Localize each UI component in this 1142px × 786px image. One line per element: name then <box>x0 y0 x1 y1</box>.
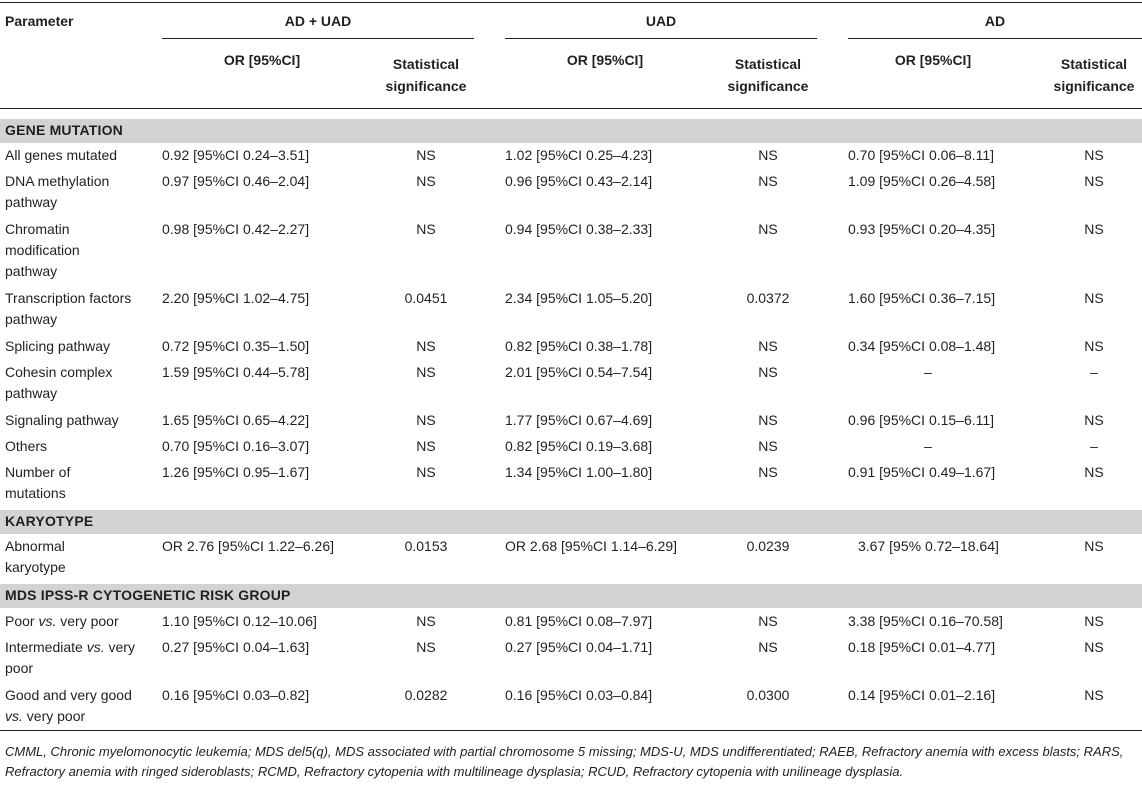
row-parameter: Chromatin modification pathway <box>5 221 80 279</box>
or-ad: 0.14 [95%CI 0.01–2.16] <box>848 687 996 703</box>
or-ad: 0.70 [95%CI 0.06–8.11] <box>848 147 995 163</box>
sig-uad: NS <box>758 338 778 354</box>
or-header-ad: OR [95%CI] <box>894 52 972 68</box>
sig-ad: NS <box>1084 538 1104 554</box>
sig-ad: NS <box>1084 412 1104 428</box>
row-parameter <box>5 611 145 632</box>
sig-header-ad <box>1046 53 1142 97</box>
section-ipss-r-risk-group <box>0 584 1142 608</box>
sig-ad-uad: 0.0153 <box>404 538 448 554</box>
sig-ad-uad: NS <box>416 364 436 380</box>
header-top-rule <box>0 2 1142 3</box>
param-vs: vs. <box>86 639 105 655</box>
or-ad: 0.93 [95%CI 0.20–4.35] <box>848 221 996 237</box>
sig-ad: NS <box>1084 147 1104 163</box>
sig-uad: 0.0372 <box>746 290 790 306</box>
sig-uad: 0.0300 <box>746 687 790 703</box>
sig-uad: 0.0239 <box>746 538 790 554</box>
or-ad-uad: 1.65 [95%CI 0.65–4.22] <box>162 412 310 428</box>
sig-ad-uad: 0.0451 <box>404 290 448 306</box>
sig-ad: NS <box>1084 639 1104 655</box>
or-uad: 0.82 [95%CI 0.19–3.68] <box>505 438 653 454</box>
param-text: Intermediate <box>5 639 87 655</box>
section-karyotype <box>0 510 1142 534</box>
or-ad: 3.67 [95% 0.72–18.64] <box>858 538 999 554</box>
or-ad: 0.91 [95%CI 0.49–1.67] <box>848 464 996 480</box>
or-ad-uad: 0.70 [95%CI 0.16–3.07] <box>162 438 310 454</box>
sig-uad: NS <box>758 221 778 237</box>
or-ad: 1.09 [95%CI 0.26–4.58] <box>848 173 996 189</box>
sig-header-line1: Statistical <box>392 56 460 72</box>
row-parameter: Cohesin complex pathway <box>5 364 113 401</box>
row-parameter: All genes mutated <box>5 147 118 163</box>
row-parameter: Others <box>5 438 48 454</box>
sig-uad: NS <box>758 438 778 454</box>
or-ad: 1.60 [95%CI 0.36–7.15] <box>848 290 996 306</box>
or-uad: 0.96 [95%CI 0.43–2.14] <box>505 173 653 189</box>
or-ad-uad: 1.10 [95%CI 0.12–10.06] <box>162 613 317 629</box>
table-bottom-rule <box>0 730 1142 731</box>
row-parameter: Signaling pathway <box>5 412 119 428</box>
or-uad: 0.94 [95%CI 0.38–2.33] <box>505 221 653 237</box>
or-ad-uad: 0.92 [95%CI 0.24–3.51] <box>162 147 310 163</box>
sig-ad: NS <box>1084 221 1104 237</box>
or-ad: – <box>924 438 932 454</box>
param-text: very poor <box>22 708 86 724</box>
sig-ad-uad: NS <box>416 639 436 655</box>
param-text: very poor <box>56 613 119 629</box>
row-parameter: Splicing pathway <box>5 338 111 354</box>
or-ad-uad: OR 2.76 [95%CI 1.22–6.26] <box>162 538 334 554</box>
parameter-header: Parameter <box>5 13 74 29</box>
row-parameter <box>5 637 135 679</box>
sig-header-ad-uad <box>378 53 474 97</box>
sig-ad-uad: NS <box>416 464 436 480</box>
sig-header-line2: significance <box>1053 78 1135 94</box>
param-vs: vs. <box>5 708 23 724</box>
or-uad: 2.34 [95%CI 1.05–5.20] <box>505 290 653 306</box>
section-title: GENE MUTATION <box>5 122 123 138</box>
sig-ad: – <box>1090 364 1098 380</box>
or-header-ad-uad: OR [95%CI] <box>223 52 301 68</box>
section-gene-mutation <box>0 119 1142 143</box>
sig-uad: NS <box>758 364 778 380</box>
group-rule-ad <box>848 38 1142 39</box>
or-ad-uad: 0.27 [95%CI 0.04–1.63] <box>162 639 310 655</box>
sig-ad: NS <box>1084 338 1104 354</box>
or-ad-uad: 1.59 [95%CI 0.44–5.78] <box>162 364 310 380</box>
sig-ad: NS <box>1084 613 1104 629</box>
or-ad-uad: 0.97 [95%CI 0.46–2.04] <box>162 173 310 189</box>
or-ad: 3.38 [95%CI 0.16–70.58] <box>848 613 1003 629</box>
section-title: MDS IPSS-R CYTOGENETIC RISK GROUP <box>5 587 291 603</box>
sig-header-line1: Statistical <box>1060 56 1128 72</box>
sig-ad: – <box>1090 438 1098 454</box>
or-ad-uad: 2.20 [95%CI 1.02–4.75] <box>162 290 310 306</box>
group-header-uad: UAD <box>645 13 677 29</box>
table-header <box>0 0 1142 108</box>
or-header-uad: OR [95%CI] <box>566 52 644 68</box>
sig-ad-uad: NS <box>416 412 436 428</box>
param-vs: vs. <box>38 613 57 629</box>
or-uad: 0.81 [95%CI 0.08–7.97] <box>505 613 653 629</box>
sig-ad-uad: NS <box>416 147 436 163</box>
sig-ad-uad: NS <box>416 338 436 354</box>
or-uad: 1.02 [95%CI 0.25–4.23] <box>505 147 653 163</box>
or-ad-uad: 1.26 [95%CI 0.95–1.67] <box>162 464 310 480</box>
or-ad: 0.34 [95%CI 0.08–1.48] <box>848 338 996 354</box>
sig-ad: NS <box>1084 173 1104 189</box>
or-uad: OR 2.68 [95%CI 1.14–6.29] <box>505 538 677 554</box>
sig-header-line2: significance <box>727 78 809 94</box>
row-parameter: DNA methylation pathway <box>5 173 110 210</box>
row-parameter: Transcription factors pathway <box>5 290 132 327</box>
or-ad-uad: 0.16 [95%CI 0.03–0.82] <box>162 687 310 703</box>
sig-ad: NS <box>1084 464 1104 480</box>
group-rule-uad <box>505 38 817 39</box>
sig-header-line2: significance <box>385 78 467 94</box>
sig-ad-uad: NS <box>416 221 436 237</box>
group-header-ad: AD <box>984 13 1006 29</box>
or-ad-uad: 0.72 [95%CI 0.35–1.50] <box>162 338 310 354</box>
or-uad: 0.16 [95%CI 0.03–0.84] <box>505 687 653 703</box>
sig-header-uad <box>720 53 816 97</box>
sig-uad: NS <box>758 639 778 655</box>
or-uad: 2.01 [95%CI 0.54–7.54] <box>505 364 653 380</box>
sig-uad: NS <box>758 613 778 629</box>
section-title: KARYOTYPE <box>5 513 94 529</box>
header-bottom-rule <box>0 108 1142 109</box>
or-uad: 0.82 [95%CI 0.38–1.78] <box>505 338 653 354</box>
sig-ad-uad: NS <box>416 613 436 629</box>
or-ad-uad: 0.98 [95%CI 0.42–2.27] <box>162 221 310 237</box>
row-parameter: Number of mutations <box>5 464 71 501</box>
sig-ad-uad: NS <box>416 438 436 454</box>
or-uad: 0.27 [95%CI 0.04–1.71] <box>505 639 653 655</box>
group-header-ad-uad: AD + UAD <box>284 13 352 29</box>
or-ad: 0.18 [95%CI 0.01–4.77] <box>848 639 996 655</box>
param-text: Poor <box>5 613 39 629</box>
sig-ad: NS <box>1084 290 1104 306</box>
sig-uad: NS <box>758 464 778 480</box>
row-parameter <box>5 685 145 727</box>
sig-uad: NS <box>758 173 778 189</box>
or-ad: – <box>924 364 932 380</box>
or-uad: 1.34 [95%CI 1.00–1.80] <box>505 464 653 480</box>
param-text: very poor <box>5 639 135 676</box>
param-text: Good and very good <box>5 687 132 703</box>
sig-header-line1: Statistical <box>734 56 802 72</box>
or-uad: 1.77 [95%CI 0.67–4.69] <box>505 412 653 428</box>
sig-uad: NS <box>758 412 778 428</box>
sig-ad: NS <box>1084 687 1104 703</box>
row-parameter: Abnormal karyotype <box>5 538 66 575</box>
group-rule-ad-uad <box>162 38 474 39</box>
table-footnote: CMML, Chronic myelomonocytic leukemia; MDS del5(q), MDS associated with partial chromosome 5 missing; MDS-U, MDS undifferentiated; RAEB, Refractory anemia with excess blasts; RARS, Refractory anemia with ringed sideroblasts; RCMD, Refractory cytopenia with multilineage dysplasia; RCUD, Refractory cytopenia with unilineage dysplasia. <box>5 744 1124 779</box>
sig-ad-uad: NS <box>416 173 436 189</box>
sig-ad-uad: 0.0282 <box>404 687 448 703</box>
or-ad: 0.96 [95%CI 0.15–6.11] <box>848 412 995 428</box>
sig-uad: NS <box>758 147 778 163</box>
